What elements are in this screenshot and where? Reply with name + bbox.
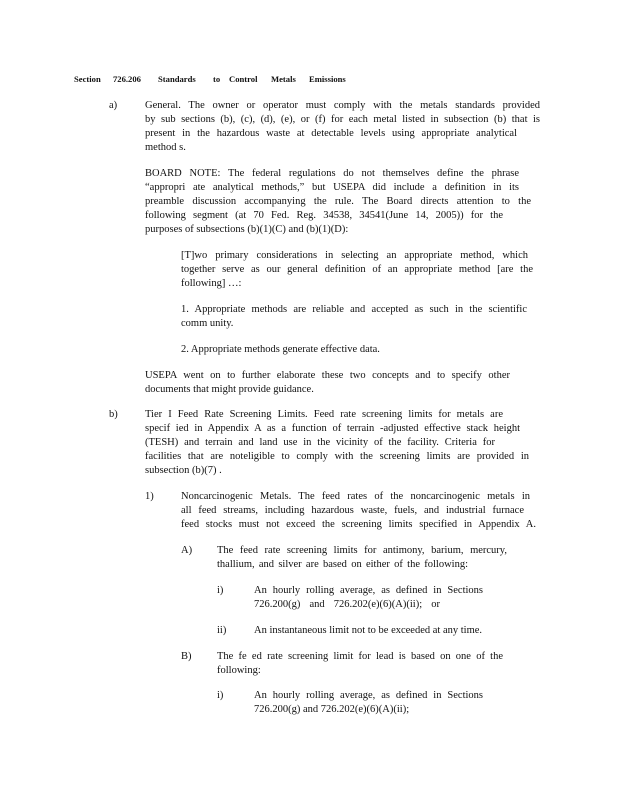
subsection-a-line: present in the hazardous waste at detectable levels using appropriate analytical bbox=[145, 128, 517, 139]
subparagraph-A-ii-line: An instantaneous limit not to be exceeded at any time. bbox=[254, 625, 483, 636]
paragraph-1-line: Noncarcinogenic Metals. The feed rates of the noncarcinogenic metals in bbox=[181, 491, 530, 502]
board-note-line: preamble discussion accompanying the rule. The Board directs attention to the bbox=[145, 196, 531, 207]
subsection-b-line: Tier I Feed Rate Screening Limits. Feed rate screening limits for metals are bbox=[145, 409, 503, 420]
subparagraph-A-ii-label: ii) bbox=[217, 625, 227, 636]
subparagraph-B-label: B) bbox=[181, 651, 192, 662]
quote-line: [T]wo primary considerations in selecting an appropriate method, which bbox=[181, 250, 528, 261]
subparagraph-A-i-line: An hourly rolling average, as defined in Sections bbox=[254, 585, 483, 596]
subsection-a-label: a) bbox=[109, 100, 118, 111]
paragraph-1-label: 1) bbox=[145, 491, 154, 502]
subparagraph-B-line: The fe ed rate screening limit for lead is based on one of the bbox=[217, 651, 503, 662]
subsection-a-line: by sub sections (b), (c), (d), (e), or (f) for each metal listed in subsection (b) that is bbox=[145, 114, 540, 125]
section-number: 726.206 bbox=[113, 74, 141, 84]
board-note-line: following segment (at 70 Fed. Reg. 34538, 34541(June 14, 2005)) for the bbox=[145, 210, 503, 221]
subsection-a-line: method s. bbox=[145, 142, 186, 153]
subparagraph-A-line: thallium, and silver are based on either of the following: bbox=[217, 559, 468, 570]
subparagraph-B-i-label: i) bbox=[217, 690, 224, 701]
board-note-line: purposes of subsections (b)(1)(C) and (b)(1)(D): bbox=[145, 224, 349, 235]
subparagraph-B-line: following: bbox=[217, 665, 261, 676]
board-note-line: “appropri ate analytical methods,” but USEPA did include a definition in its bbox=[145, 182, 519, 193]
heading-word-2: to bbox=[213, 74, 221, 84]
quote-line: following] …: bbox=[181, 278, 242, 289]
heading-word-3: Control bbox=[229, 74, 258, 84]
subsection-b-line: specif ied in Appendix A as a function of terrain -adjusted effective stack height bbox=[145, 423, 520, 434]
paragraph-1-line: all feed streams, including hazardous waste, fuels, and industrial furnace bbox=[181, 505, 524, 516]
section-word: Section bbox=[74, 74, 101, 84]
usepa-line: documents that might provide guidance. bbox=[145, 384, 314, 395]
board-note-line: BOARD NOTE: The federal regulations do not themselves define the phrase bbox=[145, 168, 519, 179]
heading-word-4: Metals bbox=[271, 74, 296, 84]
quote-item-1-line: comm unity. bbox=[181, 318, 234, 329]
subsection-a-line: General. The owner or operator must comply with the metals standards provided bbox=[145, 100, 540, 111]
usepa-line: USEPA went on to further elaborate these two concepts and to specify other bbox=[145, 370, 510, 381]
subsection-b-line: subsection (b)(7) . bbox=[145, 465, 222, 476]
subparagraph-A-i-label: i) bbox=[217, 585, 224, 596]
subsection-b-line: facilities that are noteligible to comply with the screening limits are provided in bbox=[145, 451, 529, 462]
heading-word-5: Emissions bbox=[309, 74, 346, 84]
subparagraph-A-line: The feed rate screening limits for antimony, barium, mercury, bbox=[217, 545, 507, 556]
paragraph-1-line: feed stocks must not exceed the screening limits specified in Appendix A. bbox=[181, 519, 536, 530]
quote-item-1-line: 1. Appropriate methods are reliable and accepted as such in the scientific bbox=[181, 304, 527, 315]
subsection-b-label: b) bbox=[109, 409, 118, 420]
subparagraph-A-i-line: 726.200(g) and 726.202(e)(6)(A)(ii); or bbox=[254, 599, 440, 610]
heading-word-1: Standards bbox=[158, 74, 196, 84]
subparagraph-B-i-line: 726.200(g) and 726.202(e)(6)(A)(ii); bbox=[254, 704, 410, 715]
subparagraph-A-label: A) bbox=[181, 545, 193, 556]
subsection-b-line: (TESH) and terrain and land use in the vicinity of the facility. Criteria for bbox=[145, 437, 495, 448]
quote-item-2-line: 2. Appropriate methods generate effective data. bbox=[181, 344, 380, 355]
quote-line: together serve as our general definition of an appropriate method [are the bbox=[181, 264, 533, 275]
subparagraph-B-i-line: An hourly rolling average, as defined in Sections bbox=[254, 690, 483, 701]
